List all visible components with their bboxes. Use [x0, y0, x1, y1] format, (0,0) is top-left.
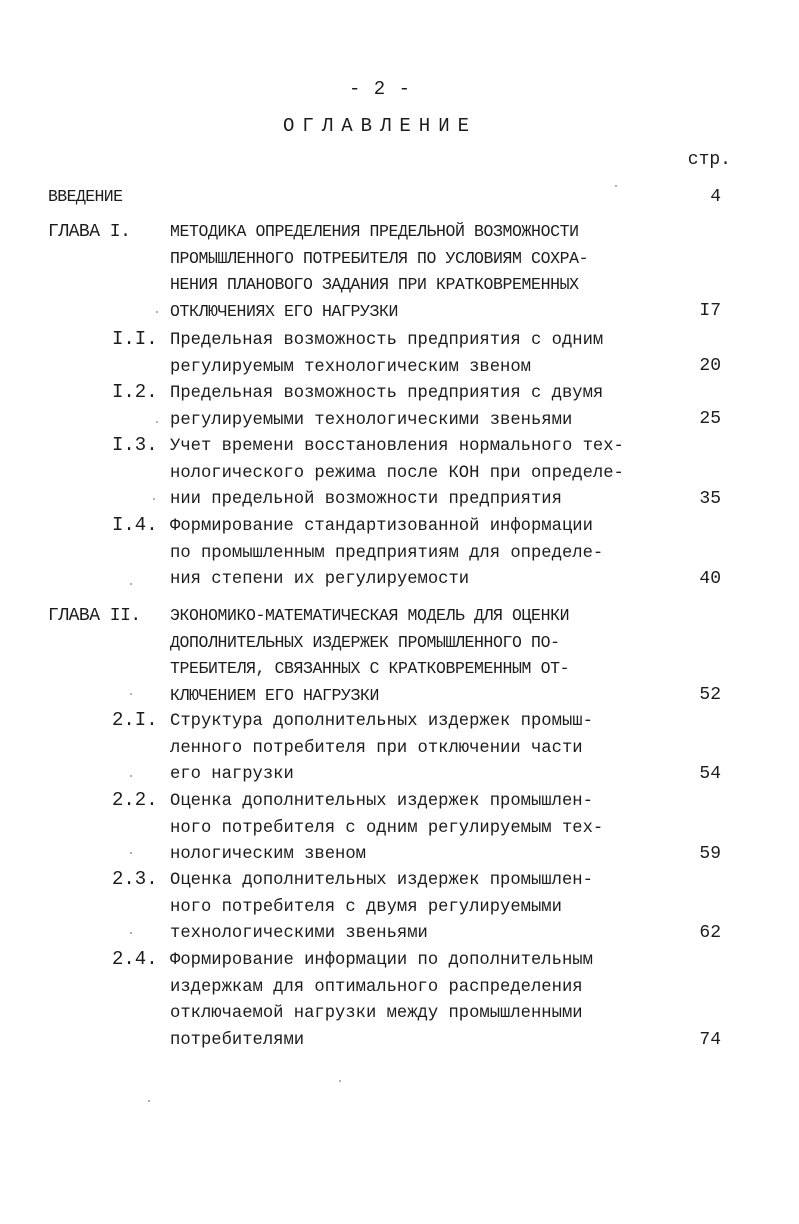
section-title-line: ленного потребителя при отключении части	[170, 738, 583, 758]
scan-speck	[156, 421, 158, 423]
chapter-title-line: ДОПОЛНИТЕЛЬНЫХ ИЗДЕРЖЕК ПРОМЫШЛЕННОГО ПО-	[170, 632, 560, 652]
section-label: I.4.	[112, 514, 158, 536]
chapter-title-line: ЭКОНОМИКО-МАТЕМАТИЧЕСКАЯ МОДЕЛЬ ДЛЯ ОЦЕНКИ	[170, 606, 570, 625]
section-title-line: ного потребителя с двумя регулируемыми	[170, 897, 562, 917]
section-label: 2.I.	[112, 709, 158, 731]
chapter-title-line: ТРЕБИТЕЛЯ, СВЯЗАННЫХ С КРАТКОВРЕМЕННЫМ ОТ-	[170, 659, 570, 678]
toc-entry-page: 25	[699, 409, 721, 429]
section-title-line: Учет времени восстановления нормального тех-	[170, 437, 624, 456]
toc-entry-page: 59	[699, 844, 721, 864]
section-title-line: Формирование стандартизованной информации	[170, 517, 593, 536]
toc-entry-page: 52	[699, 685, 721, 705]
page-column-label: стр.	[687, 150, 731, 170]
section-title-line: регулируемым технологическим звеном	[170, 357, 531, 377]
section-label: I.2.	[112, 381, 158, 403]
toc-entry-page: I7	[699, 301, 721, 321]
section-title-line: Формирование информации по дополнительным	[170, 951, 593, 970]
section-label: 2.4.	[112, 948, 158, 970]
scan-speck	[153, 498, 155, 500]
section-label: 2.2.	[112, 789, 158, 811]
section-title-line: его нагрузки	[170, 765, 294, 784]
section-title-line: нологическим звеном	[170, 845, 366, 864]
section-title-line: Структура дополнительных издержек промыш-	[170, 712, 593, 731]
scan-speck	[130, 775, 132, 777]
section-title-line: потребителями	[170, 1030, 305, 1050]
toc-entry-page: 40	[699, 569, 721, 589]
toc-entry-page: 4	[710, 187, 721, 207]
chapter-title-line: МЕТОДИКА ОПРЕДЕЛЕНИЯ ПРЕДЕЛЬНОЙ ВОЗМОЖНОСТИ	[170, 222, 579, 241]
scan-speck	[130, 932, 132, 934]
section-title-line: Оценка дополнительных издержек промышлен-	[170, 871, 593, 890]
page-number: - 2 -	[348, 78, 411, 100]
section-title-line: ния степени их регулируемости	[170, 570, 470, 589]
toc-entry-page: 62	[699, 923, 721, 943]
section-title-line: нии предельной возможности предприятия	[170, 490, 562, 509]
chapter-label: ГЛАВА I.	[48, 222, 131, 242]
toc-entry-page: 54	[699, 764, 721, 784]
toc-entry-page: 35	[699, 489, 721, 509]
section-title-line: Предельная возможность предприятия с одним	[170, 331, 604, 350]
section-title-line: регулируемыми технологическими звеньями	[170, 410, 573, 430]
section-title-line: по промышленным предприятиям для определе-	[170, 543, 604, 563]
section-label: I.3.	[112, 434, 158, 456]
scan-speck	[130, 693, 132, 695]
scan-speck	[156, 311, 158, 313]
section-label: I.I.	[112, 328, 158, 350]
section-title-line: нологического режима после КОН при определе-	[170, 463, 624, 483]
toc-entry-label: ВВЕДЕНИЕ	[48, 187, 123, 206]
chapter-title-line: НЕНИЯ ПЛАНОВОГО ЗАДАНИЯ ПРИ КРАТКОВРЕМЕННЫХ	[170, 275, 579, 294]
scan-speck	[148, 1100, 150, 1102]
scan-speck	[615, 185, 617, 187]
section-title-line: отключаемой нагрузки между промышленными	[170, 1004, 583, 1023]
scan-speck	[130, 583, 132, 585]
scan-speck	[130, 852, 132, 854]
page-title: ОГЛАВЛЕНИЕ	[282, 115, 478, 137]
chapter-title-line: ОТКЛЮЧЕНИЯХ ЕГО НАГРУЗКИ	[170, 301, 399, 321]
section-title-line: Предельная возможность предприятия с двумя	[170, 384, 604, 403]
toc-entry-page: 74	[699, 1030, 721, 1050]
chapter-title-line: ПРОМЫШЛЕННОГО ПОТРЕБИТЕЛЯ ПО УСЛОВИЯМ СОХРА-	[170, 248, 589, 268]
chapter-label: ГЛАВА II.	[48, 606, 141, 626]
scan-speck	[339, 1080, 341, 1082]
section-title-line: Оценка дополнительных издержек промышлен-	[170, 792, 593, 811]
section-title-line: ного потребителя с одним регулируемым тех-	[170, 818, 604, 838]
toc-entry-page: 20	[699, 356, 721, 376]
section-label: 2.3.	[112, 868, 158, 890]
chapter-title-line: КЛЮЧЕНИЕМ ЕГО НАГРУЗКИ	[170, 685, 380, 705]
section-title-line: издержкам для оптимального распределения	[170, 977, 583, 997]
section-title-line: технологическими звеньями	[170, 924, 428, 943]
